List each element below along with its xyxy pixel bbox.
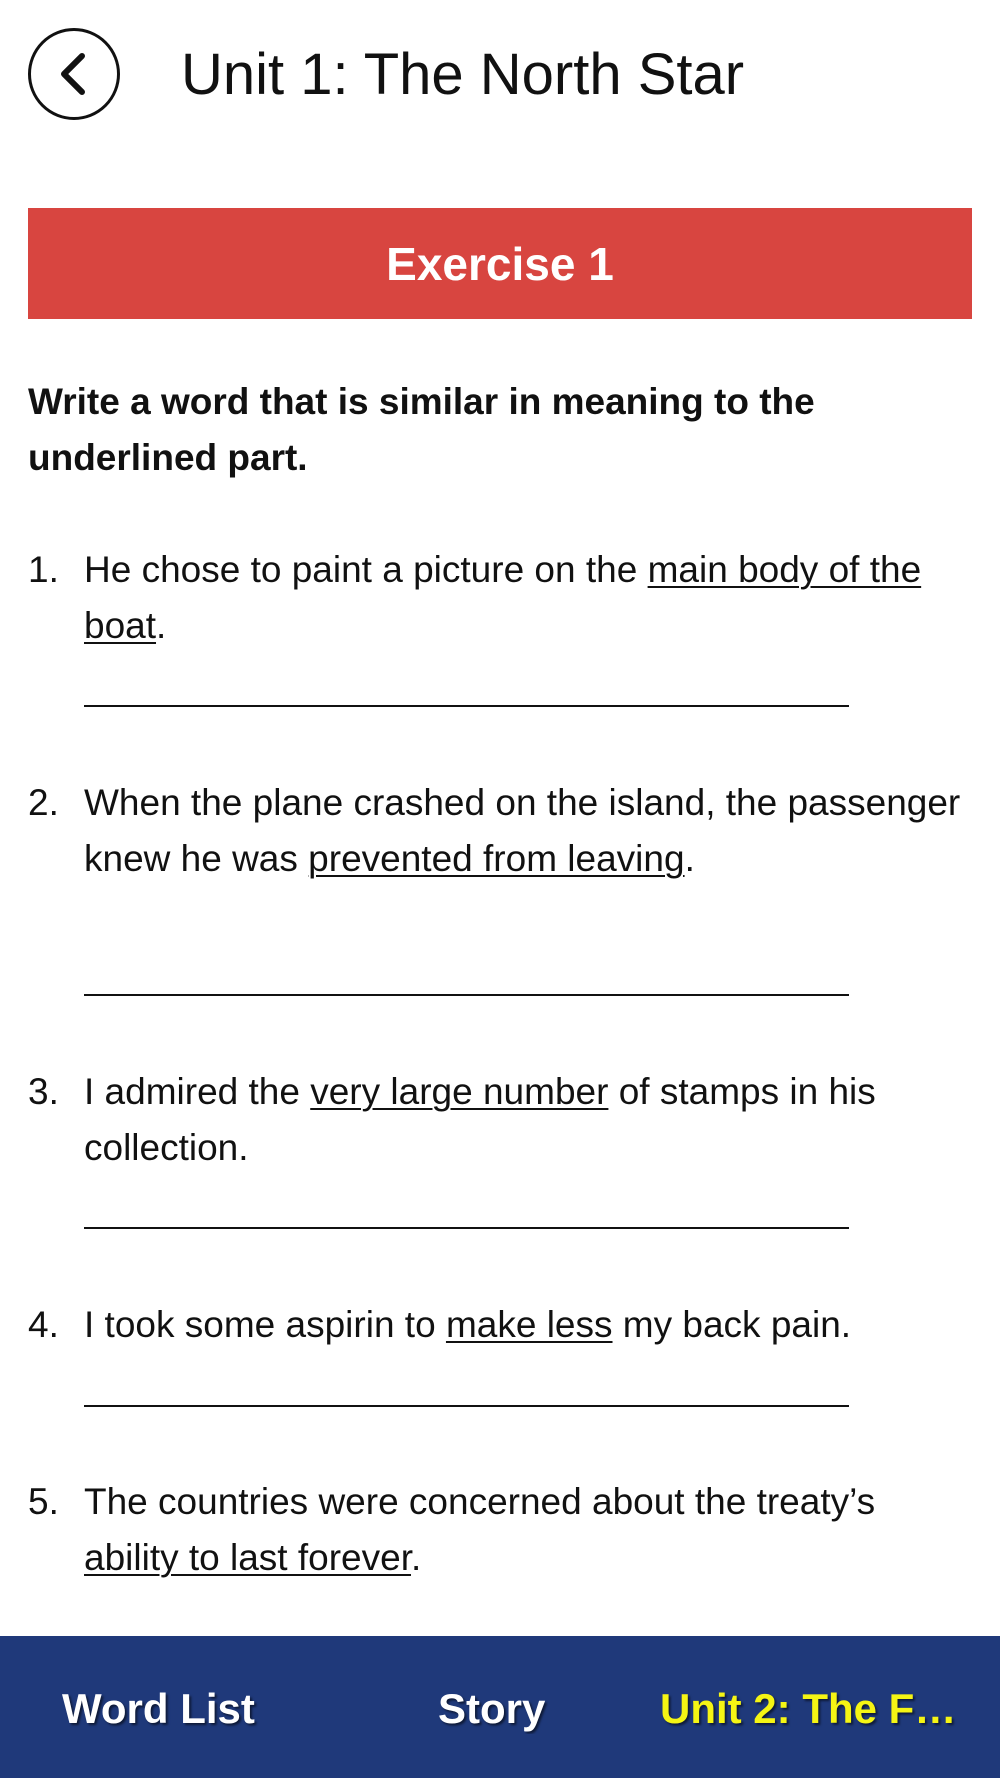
underlined-phrase: prevented from leaving [308, 838, 685, 879]
exercise-banner [28, 208, 972, 319]
underlined-phrase: make less [445, 1304, 613, 1345]
question-text [84, 775, 964, 887]
question-text [84, 1297, 964, 1353]
underlined-phrase: very large number [310, 1071, 609, 1112]
question-text-before: I admired the [84, 1071, 311, 1112]
question-text-after: . [410, 1537, 422, 1578]
answer-line[interactable] [84, 705, 849, 707]
question-text [84, 1064, 964, 1176]
question-number: 5. [28, 1481, 59, 1522]
instructions: Write a word that is similar in meaning to the underlined part. [28, 381, 815, 478]
question-text [84, 542, 964, 654]
header [0, 0, 1000, 160]
question-number: 4. [28, 1304, 59, 1345]
question-number: 1. [28, 549, 59, 590]
question-text [84, 1474, 964, 1586]
nav-story[interactable]: Story [438, 1685, 546, 1732]
question-text-before: I took some aspirin to [84, 1304, 446, 1345]
answer-line[interactable] [84, 1227, 849, 1229]
underlined-phrase: main body of the boat [84, 549, 922, 646]
underlined-phrase: ability to last forever [84, 1537, 411, 1578]
back-button[interactable] [28, 28, 120, 120]
question-text-after: of stamps in his collection. [84, 1071, 876, 1168]
answer-line[interactable] [84, 1405, 849, 1407]
bottom-nav [0, 1636, 1000, 1778]
question-number: 3. [28, 1071, 59, 1112]
nav-next-unit[interactable]: Unit 2: The F… [660, 1685, 957, 1732]
exercise-title: Exercise 1 [386, 237, 614, 290]
question-text-after: . [156, 605, 167, 646]
question-text-after: . [684, 838, 695, 879]
question-text-before: When the plane crashed on the island, the passenger knew he was [84, 782, 961, 879]
page-title: Unit 1: The North Star [181, 42, 745, 107]
answer-line[interactable] [84, 994, 849, 996]
question-text-before: He chose to paint a picture on the [84, 549, 648, 590]
chevron-left-icon [54, 50, 94, 98]
question-number: 2. [28, 782, 59, 823]
question-text-before: The countries were concerned about the treaty’s [84, 1481, 876, 1522]
nav-word-list[interactable]: Word List [62, 1685, 255, 1732]
question-text-after: my back pain. [612, 1304, 852, 1345]
